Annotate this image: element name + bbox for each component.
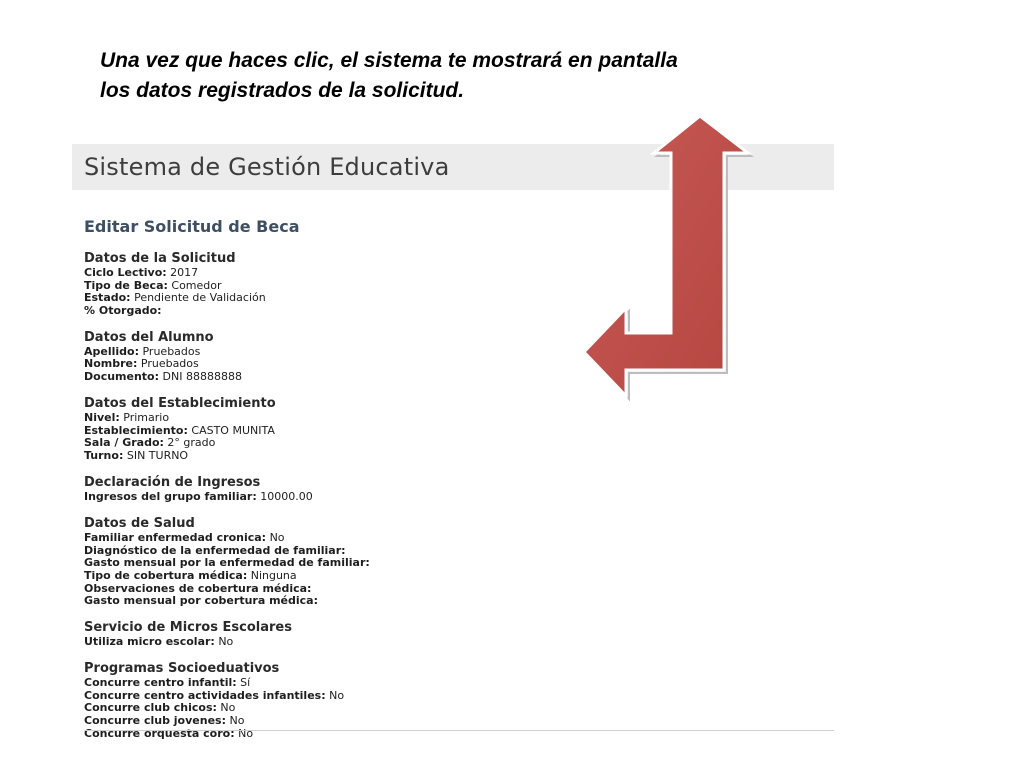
field-label: Turno: — [84, 448, 124, 462]
field-row — [84, 371, 784, 384]
section — [84, 661, 784, 740]
section-title: Datos de Salud — [84, 516, 195, 532]
field-label: Estado: — [84, 291, 131, 305]
field-value: DNI 88888888 — [159, 370, 242, 384]
field-label: Ingresos del grupo familiar: — [84, 490, 257, 504]
field-label: Diagnóstico de la enfermedad de familiar: — [84, 543, 346, 557]
field-value: Comedor — [167, 278, 222, 292]
field-label: Concurre club jovenes: — [84, 714, 226, 728]
section-title: Servicio de Micros Escolares — [84, 620, 292, 636]
field-value: No — [225, 714, 245, 728]
app-header — [72, 144, 834, 190]
field-value: No — [214, 635, 234, 649]
field-value: SIN TURNO — [123, 448, 189, 462]
field-label: Concurre club chicos: — [84, 701, 217, 715]
field-label: Apellido: — [84, 344, 139, 358]
field-value: Ninguna — [247, 568, 297, 582]
field-label: Concurre centro actividades infantiles: — [84, 688, 326, 702]
section-title: Declaración de Ingresos — [84, 475, 261, 491]
app-title: Sistema de Gestión Educativa — [84, 153, 450, 181]
section-title: Datos de la Solicitud — [84, 251, 236, 266]
field-row — [84, 450, 784, 463]
section — [84, 475, 784, 504]
section-title: Datos del Alumno — [84, 329, 214, 345]
field-value: No — [266, 531, 285, 545]
field-label: Familiar enfermedad cronica: — [84, 531, 267, 545]
section-title: Datos del Establecimiento — [84, 396, 276, 412]
field-label: Gasto mensual por cobertura médica: — [84, 594, 318, 608]
field-value: Sí — [236, 676, 251, 690]
field-row — [84, 437, 784, 450]
field-row — [84, 491, 784, 504]
section — [84, 396, 784, 462]
field-label: Ciclo Lectivo: — [84, 266, 167, 279]
field-label: % Otorgado: — [84, 303, 162, 317]
field-row — [84, 292, 784, 305]
section — [84, 516, 784, 608]
field-value: Primario — [119, 411, 170, 425]
field-label: Nivel: — [84, 411, 120, 425]
field-value: No — [216, 701, 236, 715]
field-label: Documento: — [84, 370, 160, 384]
field-label: Tipo de Beca: — [84, 278, 168, 292]
page-title: Editar Solicitud de Beca — [84, 217, 300, 236]
field-label: Observaciones de cobertura médica: — [84, 581, 312, 595]
bottom-divider — [84, 730, 834, 731]
instruction-caption — [100, 46, 840, 106]
field-value: 2° grado — [163, 436, 216, 450]
section — [84, 330, 784, 384]
field-label: Concurre centro infantil: — [84, 676, 237, 690]
field-label: Establecimiento: — [84, 423, 188, 437]
field-value: Pruebados — [139, 344, 201, 358]
field-value: Pruebados — [137, 357, 199, 371]
field-row — [84, 305, 784, 318]
field-value: CASTO MUNITA — [187, 423, 275, 437]
field-value: Pendiente de Validación — [130, 291, 266, 305]
caption-line-1: Una vez que haces clic, el sistema te mostrará en pantalla — [100, 49, 678, 72]
section-title: Programas Socioeduativos — [84, 661, 280, 677]
field-label: Gasto mensual por la enfermedad de familiar: — [84, 556, 370, 570]
field-label: Sala / Grado: — [84, 436, 164, 450]
section — [84, 251, 784, 317]
field-label: Nombre: — [84, 357, 138, 371]
field-value: 2017 — [166, 266, 199, 279]
field-value: 10000.00 — [256, 490, 313, 504]
field-row — [84, 595, 784, 608]
field-label: Utiliza micro escolar: — [84, 635, 215, 649]
field-label: Concurre orquesta coro: — [84, 726, 235, 740]
section — [84, 620, 784, 649]
caption-line-2: los datos registrados de la solicitud. — [100, 79, 465, 102]
field-label: Tipo de cobertura médica: — [84, 568, 248, 582]
field-row — [84, 636, 784, 649]
field-value: No — [325, 688, 345, 702]
field-value: No — [234, 726, 254, 740]
solicitud-details — [84, 251, 784, 753]
